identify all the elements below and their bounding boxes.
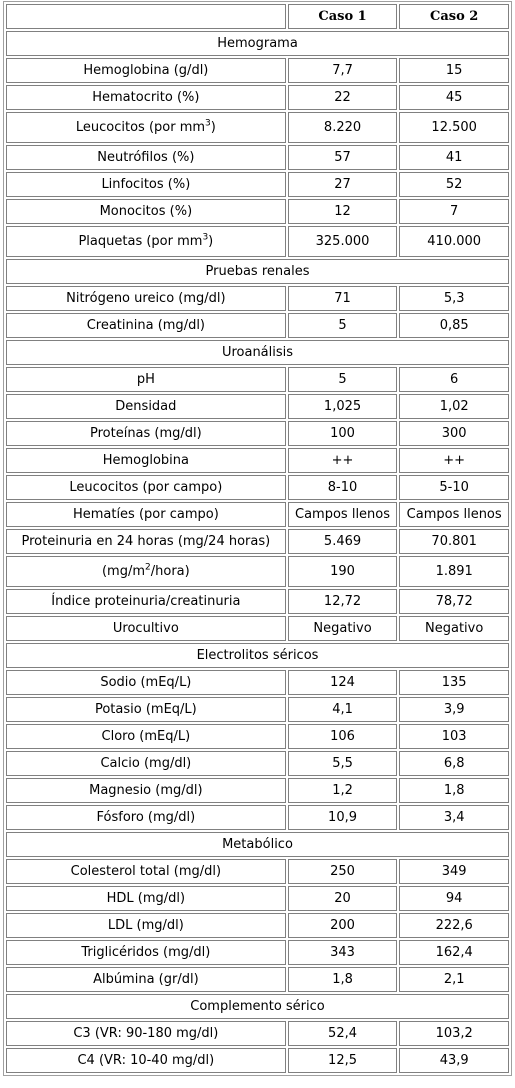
value-caso-1: 7,7 (288, 58, 398, 83)
row-label (6, 967, 286, 992)
value-caso-1: 27 (288, 172, 398, 197)
row-label-text: Neutrófilos (%) (97, 150, 195, 165)
value-caso-2: 45 (399, 85, 509, 110)
section-row (6, 832, 509, 857)
row-label (6, 913, 286, 938)
row-label (6, 670, 286, 695)
row-label-text: Nitrógeno ureico (mg/dl) (66, 291, 226, 306)
row-label (6, 367, 286, 392)
value-caso-1: 20 (288, 886, 398, 911)
value-caso-2: 15 (399, 58, 509, 83)
table-row (6, 112, 509, 143)
row-label-superscript: 3 (202, 232, 209, 243)
value-caso-2: 1,8 (399, 778, 509, 803)
value-caso-2: 162,4 (399, 940, 509, 965)
table-row (6, 859, 509, 884)
row-label-text: Urocultivo (112, 621, 179, 636)
row-label-text: Proteínas (mg/dl) (89, 426, 202, 441)
row-label (6, 85, 286, 110)
table-row (6, 58, 509, 83)
row-label (6, 394, 286, 419)
row-label (6, 448, 286, 473)
value-caso-1: 250 (288, 859, 398, 884)
section-title: Hemograma (6, 31, 509, 56)
value-caso-2: 349 (399, 859, 509, 884)
row-label-text: HDL (mg/dl) (106, 891, 186, 906)
table-row (6, 886, 509, 911)
value-caso-2: 1.891 (399, 556, 509, 587)
row-label (6, 475, 286, 500)
table-row (6, 421, 509, 446)
value-caso-1: 5,5 (288, 751, 398, 776)
value-caso-2: 12.500 (399, 112, 509, 143)
value-caso-2: 94 (399, 886, 509, 911)
row-label-suffix: ) (210, 120, 216, 135)
table-row (6, 913, 509, 938)
value-caso-2: 3,4 (399, 805, 509, 830)
table-row (6, 394, 509, 419)
value-caso-2: 6 (399, 367, 509, 392)
section-title: Complemento sérico (6, 994, 509, 1019)
row-label-text: Hemoglobina (102, 453, 189, 468)
value-caso-1: Campos llenos (288, 502, 398, 527)
value-caso-1: 1,8 (288, 967, 398, 992)
row-label-text: (mg/m (101, 564, 146, 579)
table-row (6, 199, 509, 224)
value-caso-2: 135 (399, 670, 509, 695)
section-row (6, 994, 509, 1019)
section-title: Pruebas renales (6, 259, 509, 284)
row-label (6, 529, 286, 554)
value-caso-2: 70.801 (399, 529, 509, 554)
header-cell-caso-2: Caso 2 (399, 4, 509, 29)
row-label-text: C4 (VR: 10-40 mg/dl) (77, 1053, 215, 1068)
value-caso-1: ++ (288, 448, 398, 473)
row-label-text: Linfocitos (%) (101, 177, 191, 192)
row-label (6, 226, 286, 257)
lab-results-table (3, 1, 512, 1076)
table-row (6, 670, 509, 695)
table-row (6, 751, 509, 776)
row-label-text: Magnesio (mg/dl) (89, 783, 203, 798)
section-title: Uroanálisis (6, 340, 509, 365)
row-label (6, 886, 286, 911)
value-caso-1: 1,2 (288, 778, 398, 803)
value-caso-2: ++ (399, 448, 509, 473)
row-label (6, 724, 286, 749)
row-label-text: Hemoglobina (g/dl) (83, 63, 209, 78)
table-row (6, 556, 509, 587)
value-caso-2: 410.000 (399, 226, 509, 257)
row-label-text: Monocitos (%) (99, 204, 193, 219)
row-label (6, 421, 286, 446)
row-label (6, 805, 286, 830)
value-caso-2: 5,3 (399, 286, 509, 311)
value-caso-1: 343 (288, 940, 398, 965)
row-label (6, 589, 286, 614)
row-label (6, 556, 286, 587)
table-body (6, 31, 509, 1073)
row-label-text: Colesterol total (mg/dl) (70, 864, 222, 879)
value-caso-2: 3,9 (399, 697, 509, 722)
value-caso-1: 71 (288, 286, 398, 311)
row-label (6, 286, 286, 311)
row-label (6, 502, 286, 527)
value-caso-2: 300 (399, 421, 509, 446)
table-row (6, 1048, 509, 1073)
table-row (6, 502, 509, 527)
row-label-text: LDL (mg/dl) (107, 918, 184, 933)
row-label (6, 697, 286, 722)
row-label-text: C3 (VR: 90-180 mg/dl) (73, 1026, 219, 1041)
row-label-text: Hematíes (por campo) (72, 507, 219, 522)
value-caso-1: 190 (288, 556, 398, 587)
section-row (6, 31, 509, 56)
table-row (6, 697, 509, 722)
table-row (6, 589, 509, 614)
value-caso-1: 12,72 (288, 589, 398, 614)
table-row (6, 805, 509, 830)
value-caso-1: Negativo (288, 616, 398, 641)
row-label (6, 1048, 286, 1073)
value-caso-2: 5-10 (399, 475, 509, 500)
table-row (6, 367, 509, 392)
row-label (6, 859, 286, 884)
section-row (6, 340, 509, 365)
table-row (6, 724, 509, 749)
value-caso-2: 222,6 (399, 913, 509, 938)
table-row (6, 967, 509, 992)
table-row (6, 448, 509, 473)
value-caso-2: Campos llenos (399, 502, 509, 527)
value-caso-2: Negativo (399, 616, 509, 641)
row-label-text: Leucocitos (por mm (75, 120, 206, 135)
section-row (6, 259, 509, 284)
row-label-text: Creatinina (mg/dl) (86, 318, 206, 333)
row-label (6, 112, 286, 143)
header-cell-caso-1: Caso 1 (288, 4, 398, 29)
value-caso-1: 106 (288, 724, 398, 749)
row-label-text: Cloro (mEq/L) (101, 729, 191, 744)
table-row (6, 778, 509, 803)
row-label-text: Triglicéridos (mg/dl) (81, 945, 211, 960)
row-label-text: Proteinuria en 24 horas (mg/24 horas) (21, 534, 271, 549)
row-label-suffix: ) (208, 234, 214, 249)
value-caso-1: 124 (288, 670, 398, 695)
table-row (6, 1021, 509, 1046)
row-label (6, 199, 286, 224)
row-label-superscript: 3 (205, 118, 211, 129)
value-caso-2: 78,72 (399, 589, 509, 614)
row-label (6, 751, 286, 776)
row-label (6, 313, 286, 338)
table-row (6, 286, 509, 311)
row-label-text: Hematocrito (%) (92, 90, 200, 105)
row-label-text: Potasio (mEq/L) (94, 702, 197, 717)
value-caso-1: 57 (288, 145, 398, 170)
table-row (6, 313, 509, 338)
value-caso-1: 52,4 (288, 1021, 398, 1046)
value-caso-2: 1,02 (399, 394, 509, 419)
value-caso-1: 10,9 (288, 805, 398, 830)
header-cell-label (6, 4, 286, 29)
value-caso-1: 5 (288, 367, 398, 392)
row-label-text: Calcio (mg/dl) (100, 756, 192, 771)
section-row (6, 643, 509, 668)
value-caso-2: 41 (399, 145, 509, 170)
value-caso-2: 103,2 (399, 1021, 509, 1046)
table-row (6, 940, 509, 965)
value-caso-2: 2,1 (399, 967, 509, 992)
row-label (6, 1021, 286, 1046)
value-caso-1: 22 (288, 85, 398, 110)
row-label-text: pH (136, 372, 155, 387)
value-caso-1: 200 (288, 913, 398, 938)
table-row (6, 529, 509, 554)
value-caso-1: 12 (288, 199, 398, 224)
table-row (6, 616, 509, 641)
row-label-text: Sodio (mEq/L) (100, 675, 192, 690)
value-caso-2: 6,8 (399, 751, 509, 776)
value-caso-1: 8-10 (288, 475, 398, 500)
row-label-text: Plaquetas (por mm (78, 234, 203, 249)
table-row (6, 226, 509, 257)
section-title: Electrolitos séricos (6, 643, 509, 668)
row-label (6, 58, 286, 83)
value-caso-2: 103 (399, 724, 509, 749)
value-caso-1: 325.000 (288, 226, 398, 257)
row-label (6, 145, 286, 170)
value-caso-1: 100 (288, 421, 398, 446)
row-label (6, 172, 286, 197)
row-label (6, 940, 286, 965)
table-row (6, 475, 509, 500)
row-label (6, 778, 286, 803)
row-label-text: Leucocitos (por campo) (69, 480, 223, 495)
row-label (6, 616, 286, 641)
header-row (6, 4, 509, 29)
row-label-suffix: /hora) (150, 564, 190, 579)
section-title: Metabólico (6, 832, 509, 857)
value-caso-2: 43,9 (399, 1048, 509, 1073)
value-caso-2: 0,85 (399, 313, 509, 338)
table-row (6, 85, 509, 110)
table-row (6, 172, 509, 197)
value-caso-2: 52 (399, 172, 509, 197)
row-label-text: Densidad (115, 399, 177, 414)
value-caso-1: 5.469 (288, 529, 398, 554)
value-caso-1: 1,025 (288, 394, 398, 419)
value-caso-2: 7 (399, 199, 509, 224)
row-label-text: Índice proteinuria/creatinuria (51, 594, 241, 609)
value-caso-1: 5 (288, 313, 398, 338)
value-caso-1: 8.220 (288, 112, 398, 143)
row-label-text: Albúmina (gr/dl) (93, 972, 199, 987)
value-caso-1: 4,1 (288, 697, 398, 722)
row-label-superscript: 2 (145, 562, 151, 573)
table-row (6, 145, 509, 170)
row-label-text: Fósforo (mg/dl) (96, 810, 196, 825)
value-caso-1: 12,5 (288, 1048, 398, 1073)
